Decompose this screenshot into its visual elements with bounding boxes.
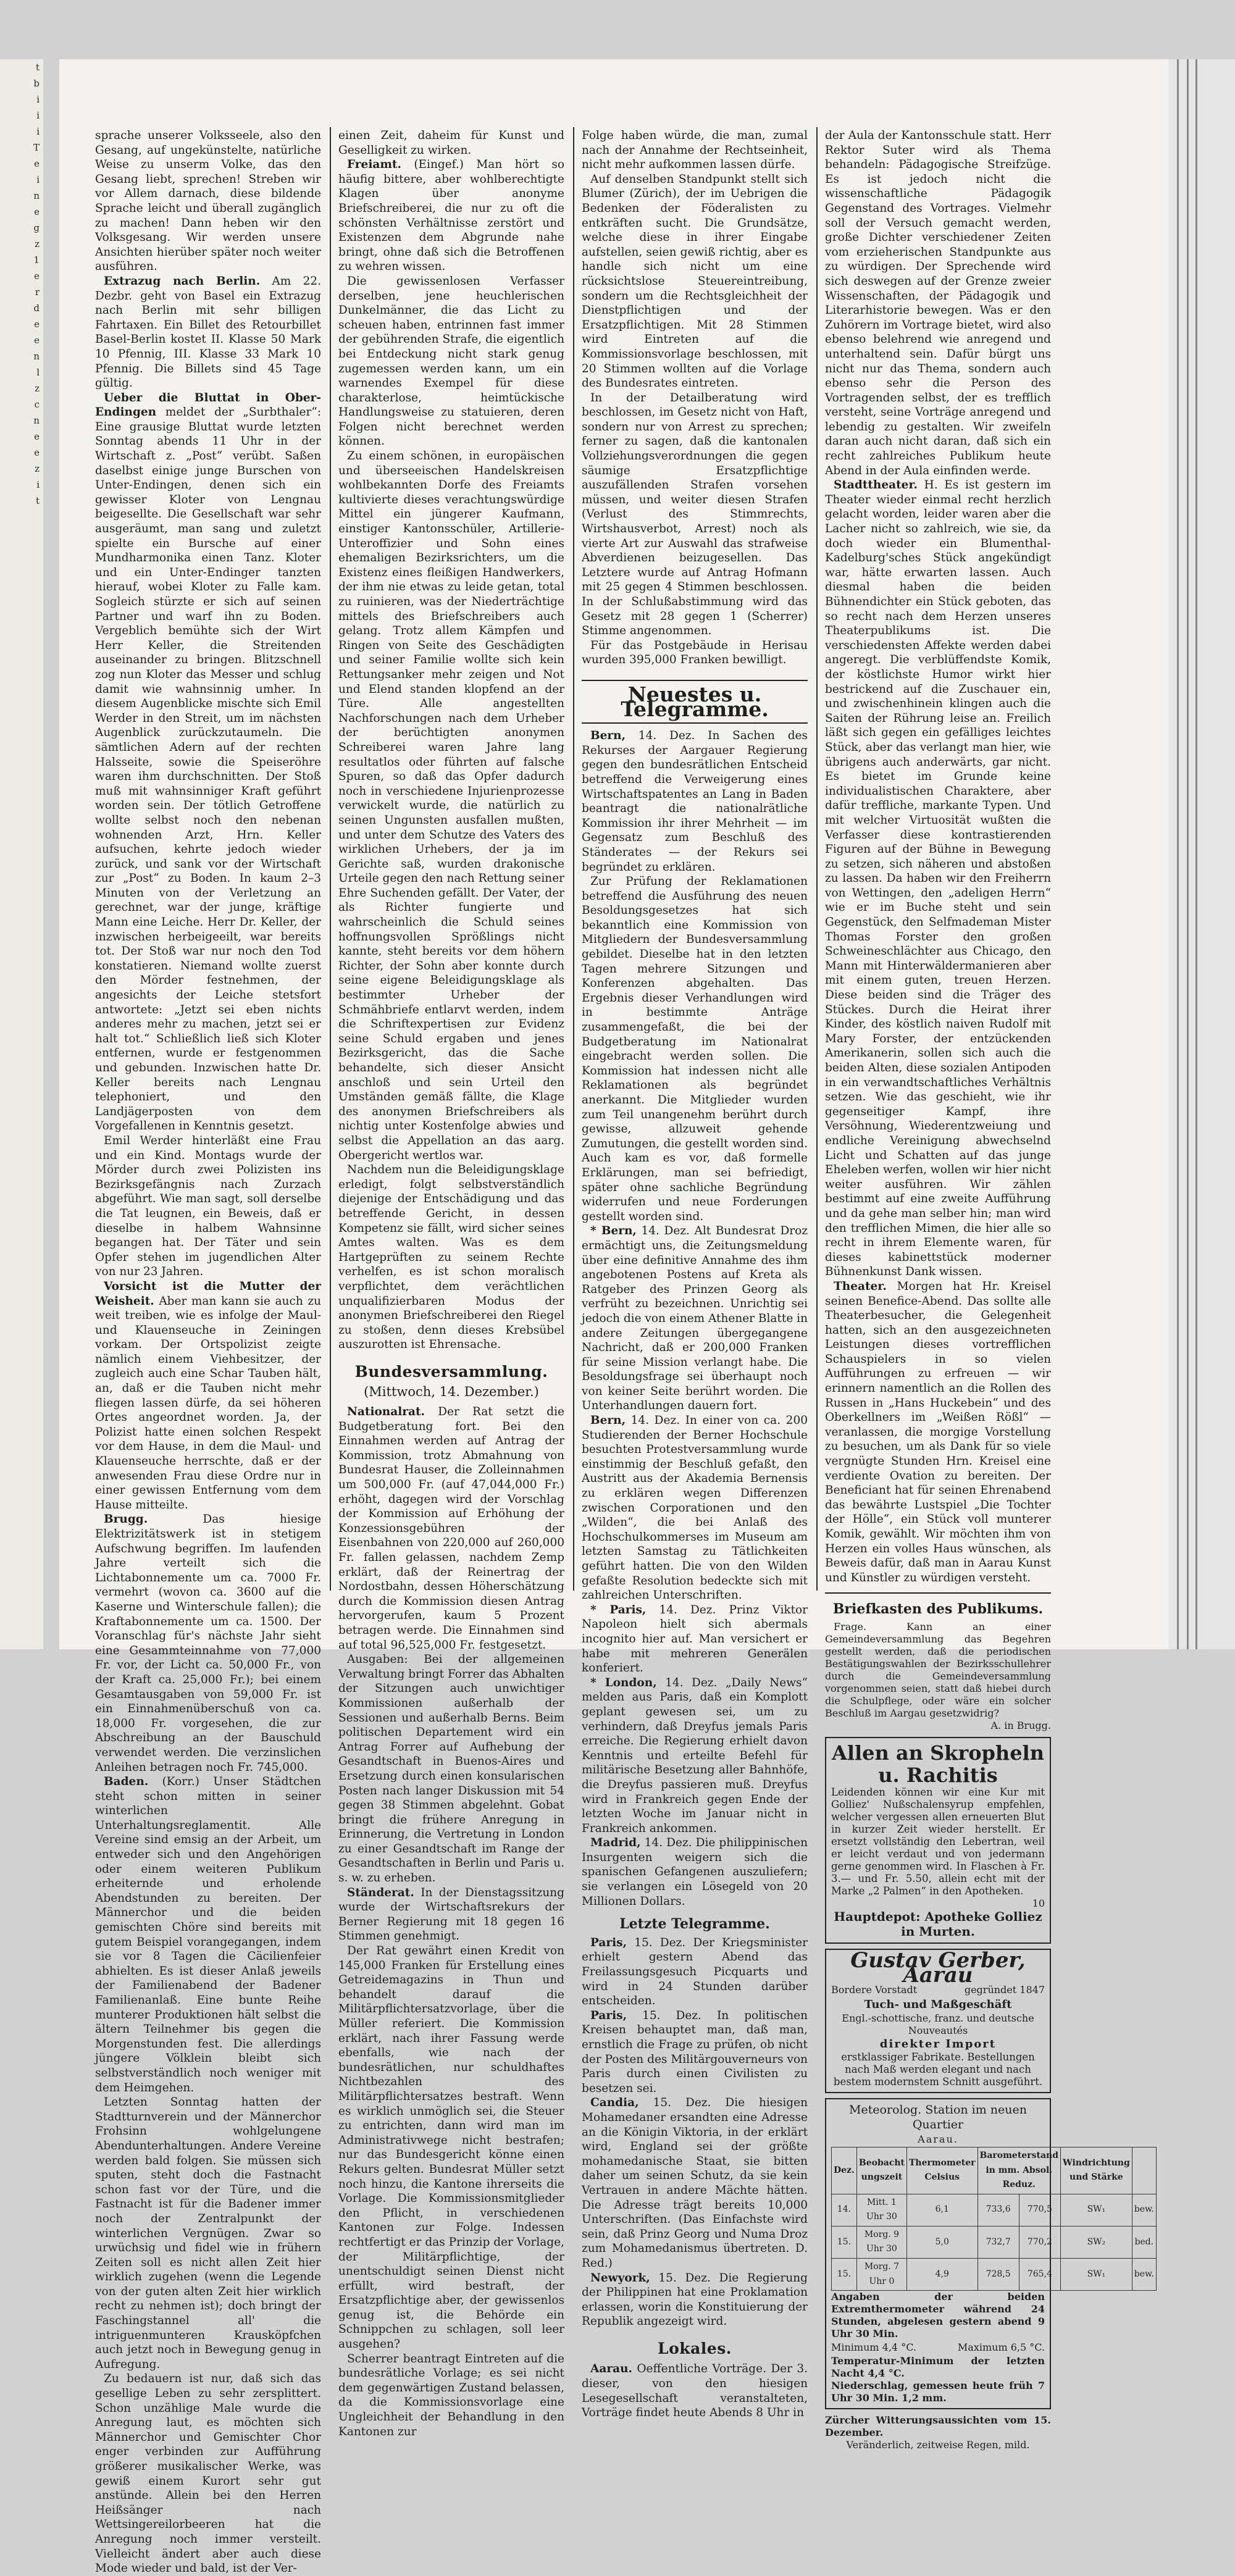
cell: 770,5 (1019, 2194, 1060, 2226)
fragment-letter: z (35, 463, 40, 474)
table-row (832, 2259, 1157, 2291)
headline: Brugg. (104, 1513, 148, 1526)
cell: SW₂ (1060, 2226, 1132, 2258)
fragment-letter: g (33, 222, 40, 233)
ad-number: 10 (1032, 1897, 1045, 1909)
paragraph: Für das Postgebäude in Herisau wurden 395,000 Franken bewilligt. (582, 638, 808, 667)
fragment-letter: i (36, 479, 40, 490)
headline: Ueber die Bluttat in Ober-Endingen (95, 391, 321, 419)
headline: Theater. (834, 1279, 887, 1293)
dateline: * London, (590, 1676, 657, 1689)
section-heading-letzte-telegramme: Letzte Telegramme. (619, 1916, 770, 1933)
night-minimum: Temperatur-Minimum der letzten Nacht 4,4 °C. (831, 2354, 1045, 2379)
cell: 770,2 (1019, 2226, 1060, 2258)
text: 14. Dez. Die philippinischen Insurgenten weigern sich die spanischen Gefangenen auszuliefern; sie verlangen ein Lösegeld von 20 Millionen Dollars. (582, 1836, 808, 1908)
column-header: Thermometer Celsius (906, 2147, 978, 2194)
fragment-letter: e (34, 335, 40, 346)
article-aarau (582, 2362, 808, 2420)
article-vorsicht (95, 1279, 321, 1513)
headline: Vorsicht ist die Mutter der Weisheit. (95, 1279, 321, 1308)
fragment-letter: n (33, 351, 40, 362)
text: 15. Dez. Die hiesigen Mohamedaner ersandten eine Adresse an die Königin Viktoria, in der erklärt wird, England sei der größte mohamedanische Staat, sie bitten daher um seinen Schutz, da sie kein Vertrauen in andere Mächte hätten. Die Adresse trägt bereits 10,000 Unterschriften. (Das Einfachste wird sein, daß Prinz Georg und Numa Droz zum Mohamedanismus übertreten. D. Red.) (582, 2096, 808, 2270)
text: Morgen hat Hr. Kreisel seinen Benefice-Abend. Das sollte alle Theaterbesucher, die Gelegenheit hatten, sich an den ausgezeichneten Leistungen dieses vortrefflichen Schauspielers in so vielen Aufführungen zu erfreuen — wir erinnern namentlich an die Rollen des Russen in „Hans Huckebein“ und des Oberkellners im „Weißen Rößl“ — veranlassen, die morgige Vorstellung zu besuchen, um als Dank für so viele vergnügte Stunden Hrn. Kreisel eine verdiente Ovation zu bereiten. Der Beneficiant hat für seinen Ehrenabend das bewährte Lustspiel „Die Tochter der Hölle“, ein Stück voll munterer Komik, gewählt. Wir möchten ihm von Herzen ein volles Haus wünschen, als Beweis dafür, daß man in Aarau Kunst und Künstler zu würdigen versteht. (825, 1279, 1051, 1584)
cell: bew. (1132, 2259, 1156, 2291)
telegram-paris (582, 1936, 808, 2009)
column-rule (816, 127, 818, 1591)
maximum-value: Maximum 6,5 °C. (957, 2341, 1045, 2354)
text: Der Rat setzt die Budgetberatung fort. Bei den Einnahmen werden auf Antrag der Kommission, trotz Abmahnung von Bundesrat Hauser, die Zolleinnahmen um 500,000 Fr. (auf 47,044,000 Fr.) erhöht, dagegen wird der Vorschlag der Kommission auf Erhöhung der Konzessionsgebühren der Eisenbahnen von 220,000 auf 260,000 Fr. fallen gelassen, nachdem Zemp erklärt, daß der Reinertrag der Nordostbahn, dessen Höherschätzung durch die Kommission diesen Antrag hervorgerufen, kaum 5 Prozent betragen werde. Die Einnahmen sind auf total 96,525,000 Fr. festgesetzt. (338, 1405, 564, 1652)
fragment-letter: i (36, 126, 40, 137)
ad-headline: Gustav Gerber, Aarau (850, 1948, 1026, 1988)
paragraph: sprache unserer Volksseele, also den Gesang, auf ungekünstelte, natürliche Weise zu unserm Volke, das den Gesang liebt, sprechen! Streben wir vor Allem darnach, diese bildende Sprache leicht und überall zugänglich zu machen! Dann heben wir den Volksgesang. Wir werden unsere Ansichten hierüber später noch weiter ausführen. (95, 129, 321, 274)
weather-station (825, 2098, 1154, 2409)
section-heading-lokales: Lokales. (658, 2339, 732, 2357)
paragraph: Letzten Sonntag hatten der Stadtturnverein und der Männerchor Frohsinn wohlgelungene Abendunterhaltungen. Andere Vereine werden bald folgen. Sie müssen sich sputen, steht doch die Fastnacht schon fast vor der Türe, und die Fastnacht ist für die Badener immer noch der Zentralpunkt der winterlichen Vergnügen. Zwar so urwüchsig und fidel wie in frühern Zeiten soll es nicht allen Zeit hier wirklich zugehen (wenn die Legende von der guten alten Zeit hier wirklich recht zu nehmen ist); doch bringt der Faschingstannel all' die intriguenmunteren Krausköpfchen auch jetzt noch in Bewegung genug in Aufregung. (95, 2096, 321, 2371)
article-theater (825, 1279, 1051, 1585)
cell: 765,4 (1019, 2259, 1060, 2291)
column-3 (582, 128, 808, 2420)
article-brugg (95, 1512, 321, 1775)
fragment-letter: n (33, 415, 40, 426)
section-heading-briefkasten: Briefkasten des Publikums. (832, 1601, 1044, 1618)
column-rule (330, 127, 331, 1591)
article-bluttat (95, 391, 321, 1134)
text: Oeffentliche Vorträge. Der 3. dieser, von den hiesigen Lesegesellschaft veranstalteten, Vorträge findet heute Abends 8 Uhr in (582, 2362, 808, 2420)
fragment-letter: e (34, 270, 40, 282)
section-subheading: (Mittwoch, 14. Dezember.) (364, 1384, 539, 1400)
fragment-letter: t (35, 495, 40, 506)
paragraph: Die gewissenlosen Verfasser derselben, jene heuchlerischen Dunkelmänner, die das Licht zu scheuen haben, entrinnen fast immer der gebührenden Strafe, die eigentlich bei Entdeckung nicht stark genug zugemessen werden kann, um ein warnendes Exempel für diese charakterlose, heimtückische Handlungsweise zu statuieren, deren Folgen nicht berechnet werden können. (338, 274, 564, 448)
cell: Morg. 9 Uhr 30 (856, 2226, 906, 2258)
forecast-heading: Zürcher Witterungsaussichten vom 15. Dezember. (825, 2414, 1051, 2438)
column-header (1132, 2147, 1156, 2194)
cell: Mitt. 1 Uhr 30 (856, 2194, 906, 2226)
text: 14. Dez. „Daily News“ melden aus Paris, daß ein Komplott geplant gewesen sei, um zu verhindern, daß Dreyfus jemals Paris erreiche. Die Regierung erhielt davon Kenntnis und erteilte Befehl für militärische Besetzung aller Bahnhöfe, die Dreyfus passieren muß. Dreyfus wird in Frankreich gegen Ende der letzten Woche im Januar nicht in Frankreich ankommen. (582, 1676, 808, 1835)
fragment-letter: t (35, 62, 40, 73)
paragraph: Zu bedauern ist nur, daß sich das gesellige Leben zu sehr zersplittert. Schon unzählige Male wurde die Anregung laut, es möchten sich Männerchor und Gemischter Chor enger verbinden zur Aufführung größerer musikalischer Werke, was gewiß einem Kurort sehr gut anstünde. Allein bei den Herren Heißsänger nach Wettsingereilorbeeren hat die Anregung noch immer versteilt. Vielleicht ändert aber auch diese Mode wieder und bald, ist der Ver- (95, 2372, 321, 2575)
article-staenderat (338, 1886, 564, 1944)
fragment-letter: c (34, 399, 40, 410)
column-header: Windrichtung und Stärke (1060, 2147, 1132, 2194)
fragment-letter: d (33, 303, 40, 314)
weather-table (831, 2147, 1157, 2291)
section-heading-bundesversammlung: Bundesversammlung. (354, 1362, 548, 1381)
column-4 (825, 128, 1154, 2451)
ad-founded: gegründet 1847 (964, 1984, 1045, 1996)
cell: 733,6 (978, 2194, 1019, 2226)
telegram-london (582, 1676, 808, 1836)
dateline: Candia, (590, 2096, 639, 2110)
dateline: Bern, (590, 1414, 626, 1428)
ad-depot: Hauptdepot: Apotheke Golliez in Murten. (834, 1909, 1042, 1939)
article-berlin (95, 274, 321, 391)
text: Das hiesige Elektrizitätswerk ist in stetigem Aufschwung begriffen. Im laufenden Jahre verteilt sich die Lichtabonnemente um ca. 7000 Fr. vermehrt (wovon ca. 3600 auf die Kaserne und Winterschule fallen); die Kraftabonnemente um ca. 1500. Der Voranschlag für's nächste Jahr sieht eine Gesammteinnahme von 77,000 Fr. vor, der Licht ca. 50,000 Fr., von der Kraft ca. 25,000 Fr.); bei einem Gesamtausgaben von 59,000 Fr. ist ein Einnahmenüberschuß von ca. 18,000 Fr. vorgesehen, die zur Abschreibung an der Bauschuld verwendet werden. Die verzinslichen Anleihen betragen noch Fr. 745,000. (95, 1513, 321, 1774)
station-title: Meteorolog. Station im neuen Quartier (848, 2103, 1028, 2131)
paragraph: Ausgaben: Bei der allgemeinen Verwaltung bringt Forrer das Abhalten der Sitzungen auch unwichtiger Kommissionen außerhalb der Sessionen und außerhalb Berns. Beim politischen Departement wird ein Antrag Forrer auf Aufhebung der Gesandtschaft in Buenos-Aires und Ersetzung durch einen konsularischen Posten nach langer Diskussion mit 54 gegen 38 Stimmen abgelehnt. Gobat bringt die frühere Anregung in Erinnerung, die Vertretung in London zu einer Gesandtschaft im Range der Gesandtschaften in Berlin und Paris u. s. w. zu erheben. (338, 1653, 564, 1885)
cell: bew. (1132, 2194, 1156, 2226)
telegram-candia (582, 2096, 808, 2270)
newspaper-page (59, 59, 1168, 2575)
ad-line: direkter Import (879, 2037, 997, 2051)
extreme-values (831, 2340, 1045, 2355)
ad-text: erstklassiger Fabrikate. Bestellungen nach Maß werden elegant und nach bestem modernstem Schnitt ausgeführt. (833, 2051, 1043, 2088)
text: (Korr.) Unser Städtchen steht schon mitten in seiner winterlichen Unterhaltungsreglamentit. Alle Vereine sind emsig an der Arbeit, um entweder sich und den Angehörigen oder einem weiteren Publikum erheiternde und erholende Abendstunden zu bereiten. Der Männerchor und die beiden gemischten Chöre sind bereits mit gutem Beispiel vorangegangen, indem sie vor 8 Tagen die Cäcilienfeier abhielten. Es ist dieser Anlaß jeweils der Familienabend der Badener Familienanlaß. Eine bunte Reihe munterer Produktionen hält selbst die ältern Teilnehmer bis gegen die Morgenstunden fest. Die allerdings jüngere Völklein bleibt sich selbstverständlich noch weniger mit dem Heimgehen. (95, 1775, 321, 2094)
article-freiamt (338, 157, 564, 274)
paragraph: Folge haben würde, die man, zumal nach der Annahme der Rechtseinheit, nicht mehr aufkommen lassen dürfe. (582, 129, 808, 172)
telegram-paris (582, 1603, 808, 1676)
minimum-value: Minimum 4,4 °C. (831, 2341, 916, 2354)
telegram-paris (582, 2009, 808, 2096)
fragment-letter: z (35, 383, 40, 394)
table-row (832, 2226, 1157, 2258)
precipitation: Niederschlag, gemessen heute früh 7 Uhr 30 Min. 1,2 mm. (831, 2379, 1045, 2404)
fragment-letter: e (34, 206, 40, 217)
extreme-note: Angaben der beiden Extremthermometer während 24 Stunden, abgelesen gestern abend 9 Uhr 30 Min. (831, 2291, 1045, 2340)
headline: Aarau. (590, 2362, 632, 2376)
headline: Nationalrat. (347, 1405, 425, 1419)
ad-headline: Allen an Skropheln u. Rachitis (832, 1741, 1044, 1787)
cell: 15. (832, 2226, 857, 2258)
cell: 4,9 (906, 2259, 978, 2291)
text: 15. Dez. Der Kriegsminister erhielt gestern Abend das Freilassungsgesuch Picquarts und wird in 24 Stunden darüber entscheiden. (582, 1936, 808, 2008)
dateline: Bern, (590, 729, 626, 743)
cell: 6,1 (906, 2194, 978, 2226)
column-header: Beobacht ungszeit (856, 2147, 906, 2194)
table-row (832, 2194, 1157, 2226)
text: 14. Dez. In Sachen des Rekurses der Aargauer Regierung gegen den bundesrätlichen Entscheid betreffend die Verweigerung eines Wirtschaftspatentes an Lang in Baden beantragt die nationalrätliche Kommission ihr ihrer Mehrheit — im Gegensatz zum Beschluß des Ständerates — der Rekurs sei begründet zu erklären. (582, 729, 808, 874)
headline: Ständerat. (347, 1886, 414, 1899)
dateline: Paris, (590, 1936, 627, 1949)
divider (825, 1592, 1051, 1594)
telegram-bern (582, 729, 808, 874)
cell: 15. (832, 2259, 857, 2291)
headline: Baden. (104, 1775, 149, 1789)
ad-text: Leidenden können wir eine Kur mit Golliez' Nußschalensyrup empfehlen, welcher vergessen allen erneuerten Blut in kurzer Zeit wieder herstellt. Er ersetzt vollständig den Lebertran, weil er leicht verdaut und von jedermann gerne genommen wird. In Flaschen à Fr. 3.— und Fr. 5.50, allein echt mit der Marke „2 Palmen“ in den Apotheken. (831, 1786, 1045, 1897)
headline: Extrazug nach Berlin. (104, 274, 261, 288)
article-nationalrat (338, 1405, 564, 1652)
advertisement-gerber (825, 1949, 1051, 2093)
forecast-text: Veränderlich, zeitweise Regen, mild. (846, 2438, 1030, 2451)
paragraph: Scherrer beantragt Eintreten auf die bundesrätliche Vorlage; es sei nicht dem gegenwärtigen Zustand belassen, da die Kommissionsvorlage eine Ungleichheit der Behandlung in den Kantonen zur (338, 2352, 564, 2438)
cell: 728,5 (978, 2259, 1019, 2291)
text: 14. Dez. In einer von ca. 200 Studierenden der Berner Hochschule besuchten Protestversammlung wurde einstimmig der Beschluß gefaßt, den Austritt aus der Akademia Bernensis zu erklären wegen Differenzen zwischen Corporationen und den „Wilden“, die bei Anlaß des Hochschulkommerses im Museum am letzten Samstag zu Tätlichkeiten geführt hatten. Die von den Wilden gefaßte Resolution bedeckte sich mit zahlreichen Unterschriften. (582, 1414, 808, 1602)
column-2 (338, 128, 564, 2439)
ad-address: Bordere Vorstadt (831, 1984, 918, 1996)
column-header: Dez. (832, 2147, 857, 2194)
cell: SW₁ (1060, 2259, 1132, 2291)
text: 14. Dez. Alt Bundesrat Droz ermächtigt uns, die Zeitungsmeldung über eine definitive Annahme des ihm angebotenen Postens auf Kreta als Ratgeber des Prinzen Georg als verfrüht zu bezeichnen. Unrichtig sei jedoch die von einem Athener Blatte in andere Zeitungen übergegangene Nachricht, daß er 200,000 Franken für seine Mission verlangt habe. Die Besoldungsfrage sei überhaupt noch von keiner Seite berührt worden. Die Unterhandlungen dauern fort. (582, 1224, 808, 1413)
telegram-bern (582, 1413, 808, 1603)
paragraph: der Aula der Kantonsschule statt. Herr Rektor Suter wird als Thema behandeln: Pädagogische Streifzüge. Es ist jedoch nicht die wissenschaftliche Pädagogik Gegenstand des Vortrages. Vielmehr soll der Versuch gemacht werden, große Dichter verschiedener Zeiten vom erzieherischen Standpunkte aus zu würdigen. Der Sprechende wird sich deswegen auf der Grenze zweier Wissenschaften, der Pädagogik und Literarhistorie bewegen. Was er den Zuhörern im Vortrage bietet, wird also ebenso belehrend wie anregend und unterhaltend sein. Dafür bürgt uns nicht nur das Thema, sondern auch ebenso sehr die Person des Vortragenden selbst, der es trefflich versteht, seine Vorträge anregend und lebendig zu gestalten. Wir zweifeln daran auch nicht daran, daß sich ein recht zahlreiches Publikum heute Abend in der Aula einfinden werde. (825, 129, 1051, 477)
fragment-letter: e (34, 319, 40, 330)
cell: Morg. 7 Uhr 0 (856, 2259, 906, 2291)
telegram-newyork (582, 2271, 808, 2329)
telegram-madrid (582, 1836, 808, 1909)
ad-line: Engl.-schottische, franz. und deutsche Nouveautés (842, 2012, 1034, 2036)
cell: 732,7 (978, 2226, 1019, 2258)
dateline: * Paris, (590, 1603, 647, 1616)
text: meldet der „Surbthaler“: Eine grausige Bluttat wurde letzten Sonntag abends 11 Uhr in der Wirtschaft z. „Post“ verübt. Saßen daselbst einige junge Burschen von Unter-Endingen, denen sich ein gewisser Kloter von Lengnau beigesellte. Die Gesellschaft war sehr ausgeräumt, man sang und zuletzt spielte ein Bursche auf einer Mundharmonika einen Tanz. Kloter und ein Unter-Endinger tanzten hierauf, wobei Kloter zu Falle kam. Sogleich stürzte er sich auf seinen Partner und warf ihn zu Boden. Vergeblich bemühte sich der Wirt Herr Keller, die Streitenden auseinander zu bringen. Blitzschnell zog nun Kloter das Messer und schlug damit wie wahnsinnig umher. In diesem Augenblicke mischte sich Emil Werder in den Streit, um im nächsten Augenblick zurückzutaumeln. Die sämtlichen Adern auf der rechten Halsseite, sowie die Speiseröhre waren ihm durchschnitten. Der Stoß muß mit wahnsinniger Kraft geführt worden sein. Der tötlich Getroffene wollte selbst noch den nebenan wohnenden Arzt, Hrn. Keller aufsuchen, kehrte jedoch wieder zurück, und sank vor der Wirtschaft zur „Post“ zu Boden. In kaum 2–3 Minuten von der Verletzung an gerechnet, war der junge, kräftige Mann eine Leiche. Herr Dr. Keller, der inzwischen herbeigeeilt, war bereits tot. Der Stoß war nur noch den Tod konstatieren. Niemand wollte zuerst den Mörder festnehmen, der angesichts der Leiche stetsfort antwortete: „Jetzt sei eben nichts anderes mehr zu machen, jetzt sei er halt tot.“ Schließlich ließ sich Kloter entfernen, wurde er festgenommen und gebunden. Inzwischen hatte Dr. Keller bereits nach Lengnau telephoniert, und den Landjägerposten von dem Vorgefallenen in Kenntnis gesetzt. (95, 406, 321, 1133)
letter-text: Frage. Kann an einer Gemeindeversammlung das Begehren gestellt werden, daß die periodischen Bestätigungswahlen der Bezirksschullehrer durch die Gemeindeversammlung vorgenommen seien, statt daß hiebei durch die Schulpflege, oder wäre ein solcher Beschluß im Aargau gesetzwidrig? (825, 1620, 1051, 1719)
text: In der Dienstagssitzung wurde der Wirtschaftsrekurs der Berner Regierung mit 18 gegen 16 Stimmen genehmigt. (338, 1886, 564, 1943)
fragment-letter: T (33, 142, 40, 153)
left-page-fragment (0, 59, 43, 1649)
cell: bed. (1132, 2226, 1156, 2258)
fragment-letter: i (36, 110, 40, 121)
section-heading-neuestes: Neuestes u. Telegramme. (582, 680, 808, 724)
column-1 (95, 128, 321, 2576)
right-page-edge (1168, 59, 1235, 1649)
headline: Stadttheater. (834, 479, 918, 492)
text: 15. Dez. In politischen Kreisen behauptet man, daß man, ernstlich die Frage zu prüfen, ob nicht der Posten des Militärgouverneurs von Paris durch einen Civilisten zu besetzen sei. (582, 2009, 808, 2095)
text: H. Es ist gestern im Theater wieder einmal recht herzlich gelacht worden, leider waren aber die Lacher nicht so zahlreich, wie sie, da doch wieder ein Blumenthal-Kadelburg'sches Stück angekündigt war, hätte erwarten lassen. Auch diesmal haben die beiden Bühnendichter ein Stück geboten, das so recht nach dem Herzen unseres Theaterpublikums ist. Die verschiedensten Affekte werden dabei angeregt. Die verblüffendste Komik, der köstlichste Humor wirkt hier bestrickend auf die Zuschauer ein, und zwischenhinein klingen auch die Saiten der Rührung leise an. Freilich läßt sich gegen ein gefälliges leichtes Stück, aber das verlangt man hier, wie übrigens auch anderwärts, gar nicht. Es bietet im Grunde keine individualistischen Charaktere, aber dafür treffliche, markante Typen. Und mit welcher Virtuosität wußten die Verfasser diese kontrastierenden Figuren auf der Bühne in Bewegung zu setzen, sich näheren und abstoßen zu lassen. Da haben wir den Freiherrn von Wettingen, den „adeligen Herrn“ wie er im Buche steht und sein Gegenstück, den Selfmademan Mister Thomas Forster den großen Schweineschlächter aus Chicago, den Mann mit Hinterwäldermanieren aber mit einem guten, treuen Herzen. Diese beiden sind die Träger des Stückes. Durch die Heirat ihrer Kinder, des köstlich naiven Rudolf mit Mary Forster, der entzückenden Amerikanerin, sollen sich auch die beiden Alten, diese sozialen Antipoden in ein verwandtschaftliches Verhältnis setzen. Wie das geschieht, wie ihr gegenseitiger Kampf, ihre Versöhnung, Wiederentzweiung und endliche Vereinigung abwechselnd Licht und Schatten auf das junge Eheleben werfen, wollen wir hier nicht weiter ausführen. Wir zählen bestimmt auf eine zweite Aufführung und da gehe man selber hin; man wird den trefflichen Mimen, die hier alle so recht in ihrem Elemente waren, für dieses kabinettstück moderner Bühnenkunst Dank wissen. (825, 479, 1051, 1279)
dateline: Newyork, (590, 2271, 650, 2285)
cell: SW₁ (1060, 2194, 1132, 2226)
fragment-letter: i (36, 174, 40, 185)
paragraph: In der Detailberatung wird beschlossen, im Gesetz nicht von Haft, sondern nur von Arrest zu sprechen; ferner zu sagen, daß die kantonalen Vollziehungsverordnungen die gegen säumige Ersatzpflichtige auszufällenden Strafen vorsehen müssen, und weiter diesen Strafen (Verlust des Stimmrechts, Wirtshausverbot, Arrest) noch als vierte Art zur Auswahl das strafweise Abverdienen beizugesellen. Das Letztere wurde auf Antrag Hofmann mit 25 gegen 4 Stimmen beschlossen. In der Schlußabstimmung wird das Gesetz mit 28 gegen 1 (Scherrer) Stimme angenommen. (582, 391, 808, 638)
fragment-letter: b (33, 78, 40, 89)
cell: 14. (832, 2194, 857, 2226)
fragment-letter: e (34, 431, 40, 442)
paragraph: Emil Werder hinterläßt eine Frau und ein Kind. Montags wurde der Mörder durch zwei Polizisten ins Bezirksgefängnis nach Zurzach abgeführt. Wie man sagt, soll derselbe die Tat leugnen, ein Beweis, daß er dieselbe in halbem Wahnsinne begangen hat. Der Täter und sein Opfer stehen im jugendlichen Alter von nur 23 Jahren. (95, 1134, 321, 1279)
paragraph: Zur Prüfung der Reklamationen betreffend die Ausführung des neuen Besoldungsgesetzes hat sich bekanntlich eine Kommission von Mitgliedern der Bundesversammlung gebildet. Dieselbe hat in den letzten Tagen mehrere Sitzungen und Konferenzen abgehalten. Das Ergebnis dieser Verhandlungen wird in bestimmte Anträge zusammengefaßt, die bei der Budgetberatung im Nationalrat eingebracht werden sollen. Die Kommission hat indessen nicht alle Reklamationen als begründet anerkannt. Die Mitglieder wurden zum Teil unangenehm berührt durch gewisse, allzuweit gehende Zumutungen, die gestellt worden sind. Auch kam es vor, daß formelle Erklärungen, man sei befriedigt, später ohne sachliche Begründung widerrufen und neue Forderungen gestellt worden sind. (582, 875, 808, 1223)
text: (Eingef.) Man hört so häufig bittere, aber wohlberechtigte Klagen über anonyme Briefschreiberei, die nur zu oft die schönsten Verhältnisse zerstört und Existenzen dem Abgrunde nahe bringt, ohne daß sich die Betroffenen zu wehren wissen. (338, 158, 564, 274)
ad-line: Tuch- und Maßgeschäft (864, 1997, 1012, 2011)
paragraph: Nachdem nun die Beleidigungsklage erledigt, folgt selbstverständlich diejenige der Entschädigung und das betreffende Gericht, in dessen Kompetenz sie fällt, wird sicher seines Amtes walten. Was es dem Hartgeprüften zu seinem Rechte verhelfen, es ist schon moralisch verpflichtet, dem verächtlichen unqualifizierbaren Modus der anonymen Briefschreiberei den Riegel zu stoßen, denn dieses Krebsübel auszurotten ist Ehrensache. (338, 1163, 564, 1352)
text: Aber man kann sie auch zu weit treiben, wie es infolge der Maul- und Klauenseuche in Zeiningen vorkam. Der Ortspolizist zeigte nämlich einem Viehbesitzer, der zugleich auch eine Schar Tauben hält, an, daß er die Tauben nicht mehr fliegen lassen dürfe, da sei höheren Ortes angeordnet worden. Ja, der Polizist hatte einen solchen Respekt vor dem Hause, in dem die Maul- und Klauenseuche herrschte, daß er der anwesenden Frau diese Ordre nur in einer gewissen Entfernung vom dem Hause mitteilte. (95, 1294, 321, 1512)
headline: Freiamt. (347, 158, 401, 172)
telegram-bern (582, 1224, 808, 1413)
column-header: Barometerstand in mm. Absol. Reduz. (978, 2147, 1060, 2194)
dateline: * Bern, (590, 1224, 637, 1238)
article-stadttheater (825, 478, 1051, 1279)
paragraph: Der Rat gewährt einen Kredit von 145,000 Franken für Erstellung eines Getreidemagazins in Thun und behandelt darauf die Militärpflichtersatzvorlage, über die Müller referiert. Die Kommission erklärt, nach ihrer Fassung werde ebenfalls, wie nach der bundesrätlichen, nur schuldhaftes Nichtbezahlen des Militärpflichtersatzes bestraft. Wenn es wirklich unmöglich sei, die Steuer zu entrichten, dann wird man im Administrativwege nicht bestrafen; nur das Bundesgericht könne einen Rekurs gelten. Bundesrat Müller setzt noch hinzu, die Kantone ihrerseits die Vorlage. Die Kommissionsmitglieder den Pflicht, in verschiedenen Kantonen zur Folge. Indessen rechtfertigt er das Prinzip der Vorlage, der Militärpflichtige, der unentschuldigt seinen Dienst nicht erfüllt, wird bestraft, der Ersatzpflichtige aber, der gewissenlos genug ist, die Behörde ein Schnippchen zu schlagen, soll leer ausgehen? (338, 1944, 564, 2351)
text: 14. Dez. Prinz Viktor Napoleon hielt sich abermals incognito hier auf. Man versichert er habe mit mehreren Generälen konferiert. (582, 1603, 808, 1675)
column-rule (573, 127, 574, 1591)
station-city: Aarau. (918, 2133, 958, 2146)
fragment-letter: i (36, 94, 40, 105)
text: Am 22. Dezbr. geht von Basel ein Extrazug nach Berlin mit sehr billigen Fahrtaxen. Ein Billet des Retourbillet Basel-Berlin kostet II. Klasse 50 Mark 10 Pfennig, III. Klasse 33 Mark 10 Pfennig. Die Billets sind 45 Tage gültig. (95, 274, 321, 390)
fragment-letter: r (35, 286, 40, 298)
text: 15. Dez. Die Regierung der Philippinen hat eine Proklamation erlassen, worin die Konstituierung der Republik angezeigt wird. (582, 2271, 808, 2328)
fragment-letter: 1 (33, 254, 40, 266)
fragment-letter: n (33, 190, 40, 201)
table-header-row (832, 2147, 1157, 2194)
fragment-letter: e (34, 447, 40, 458)
article-baden (95, 1775, 321, 2095)
paragraph: einen Zeit, daheim für Kunst und Geselligkeit zu wirken. (338, 129, 564, 157)
fragment-letter: z (35, 238, 40, 249)
cell: 5,0 (906, 2226, 978, 2258)
fragment-letter: l (36, 367, 40, 378)
dateline: Paris, (590, 2009, 627, 2022)
paragraph: Zu einem schönen, in europäischen und überseeischen Handelskreisen wohlbekannten Dorfe des Freiamts kultivierte dieses verachtungswürdige Mittel ein jüngerer Kaufmann, einstiger Kantonsschüler, Artillerie-Unteroffizier und Sohn eines ehemaligen Bezirksrichters, um die Existenz eines fleißigen Handwerkers, der ihm nie etwas zu leide getan, total zu ruinieren, was der Niederträchtige mittels des Briefschreibers auch gelang. Trotz allem Kämpfen und Ringen von Seite des Geschädigten und seiner Familie wollte sich kein Rettungsanker mehr zeigen und Not und Elend standen klopfend an der Türe. Alle angestellten Nachforschungen nach dem Urheber der berüchtigten anonymen Schreiberei waren Jahre lang resultatlos oder führten auf falsche Spuren, so daß das Opfer dadurch noch in verschiedene Injurienprozesse verwickelt wurde, die natürlich zu seinen Ungunsten ausfallen mußten, und unter dem Schutze des Vaters des wirklichen Urhebers, der ja im Gerichte saß, wurden drakonische Urteile gegen den nach Rettung seiner Ehre Suchenden gefällt. Der Vater, der als Richter fungierte und wahrscheinlich die Schuld seines hoffnungsvollen Sprößlings nicht kannte, steht bereits vor dem höhern Richter, der Sohn aber konnte durch seine eigene Beleidigungsklage als bestimmter Urheber der Schmähbriefe entlarvt werden, indem die Schriftexpertisen zur Evidenz seine Schuld ergaben und jenes Bezirksgericht, das die Sache behandelte, sich dieser Ansicht anschloß und sein Urteil den Umständen gemäß fällte, die Klage des anonymen Briefschreibers als nichtig unter Kostenfolge abwies und selbst die Appellation an das aarg. Obergericht wertlos war. (338, 450, 564, 1162)
dateline: Madrid, (590, 1836, 641, 1850)
letter-signature: A. in Brugg. (990, 1719, 1051, 1731)
paragraph: Auf denselben Standpunkt stellt sich Blumer (Zürich), der im Uebrigen die Bedenken der Föderalisten zu entkräften sucht. Die Grundsätze, welche diese in ihrer Eingabe aufstellen, seien gewiß richtig, aber es handle sich nicht um eine rücksichtslose Steuereintreibung, sondern um die Rechtsgleichheit der Dienstpflichtigen und der Ersatzpflichtigen. Mit 28 Stimmen wird Eintreten auf die Kommissionsvorlage beschlossen, mit 20 Stimmen wollten auf die Vorlage des Bundesrates eintreten. (582, 172, 808, 390)
fragment-letter: e (34, 158, 40, 169)
advertisement-skropheln (825, 1737, 1051, 1944)
